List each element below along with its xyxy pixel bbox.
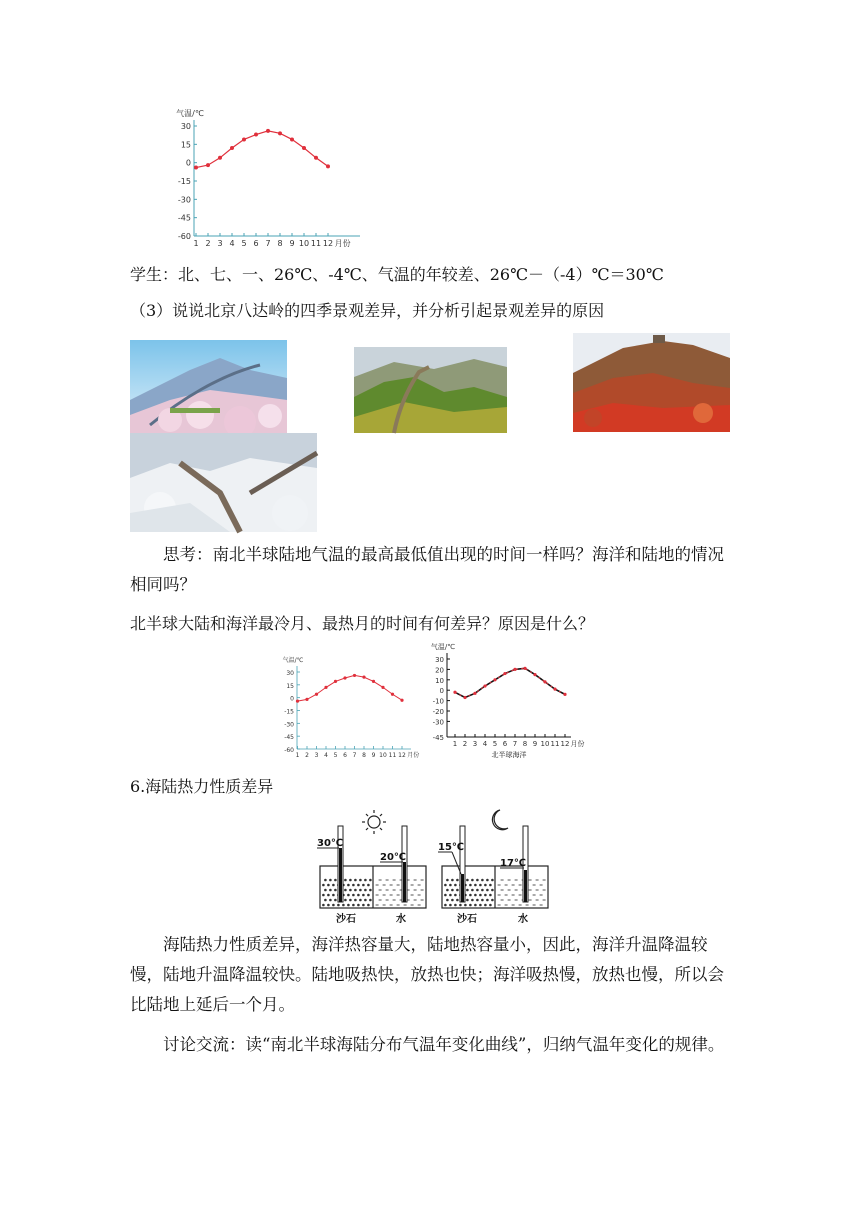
x-tick-label: 5 xyxy=(333,752,338,759)
sand-grain xyxy=(466,889,469,892)
sand-grain xyxy=(369,879,372,882)
data-point xyxy=(453,691,456,694)
question-cold-hot-month: 北半球大陆和海洋最冷月、最热月的时间有何差异？原因是什么？ xyxy=(130,614,595,633)
sand-grain xyxy=(332,904,335,907)
y-tick-label: -60 xyxy=(284,747,294,754)
sand-grain xyxy=(444,884,447,887)
explanation-text: 海陆热力性质差异，海洋热容量大，陆地热容量小，因此，海洋升温降温较慢，陆地升温降温较快。陆地吸热快，放热也快；海洋吸热慢，放热也慢，所以会比陆地上延后一个月。 xyxy=(130,935,724,1014)
sand-grain xyxy=(469,884,472,887)
x-tick-label: 5 xyxy=(492,740,498,748)
y-tick-label: -30 xyxy=(432,718,444,727)
night-water-temp: 17℃ xyxy=(500,858,527,869)
sand-grain xyxy=(479,884,482,887)
sand-grain xyxy=(327,894,330,897)
sand-grain xyxy=(367,904,370,907)
day-sand-temp: 30℃ xyxy=(317,838,344,849)
data-point xyxy=(296,699,299,702)
y-tick-label: -15 xyxy=(284,708,294,716)
x-tick-label: 3 xyxy=(314,752,319,759)
sand-grain xyxy=(491,899,494,902)
autumn-photo xyxy=(573,333,730,432)
sand-grain xyxy=(322,904,325,907)
data-point xyxy=(362,676,365,679)
sand-grain xyxy=(359,899,362,902)
sand-grain xyxy=(484,904,487,907)
data-point xyxy=(206,163,210,167)
x-tick-label: 6 xyxy=(502,740,508,748)
data-point xyxy=(463,696,466,699)
sand-grain xyxy=(347,904,350,907)
sand-grain xyxy=(481,889,484,892)
data-point xyxy=(523,667,526,670)
y-axis-label: 气温/℃ xyxy=(430,643,456,651)
data-point xyxy=(543,680,546,683)
data-point xyxy=(266,129,270,133)
sand-grain xyxy=(354,879,357,882)
sand-grain xyxy=(332,894,335,897)
x-tick-label: 11 xyxy=(388,752,397,759)
y-tick-label: -45 xyxy=(284,734,294,742)
spring-photo xyxy=(130,340,287,433)
sand-grain xyxy=(449,884,452,887)
data-point xyxy=(315,693,318,696)
sand-grain xyxy=(474,894,477,897)
y-axis-label: 气温/℃ xyxy=(176,109,204,118)
x-tick-label: 7 xyxy=(512,740,518,748)
sand-grain xyxy=(446,899,449,902)
sand-grain xyxy=(334,889,337,892)
sand-grain xyxy=(352,904,355,907)
data-point xyxy=(563,693,566,696)
x-tick-label: 9 xyxy=(532,740,538,748)
x-axis-label: 月份 xyxy=(570,740,585,748)
y-tick-label: -30 xyxy=(177,195,191,205)
sand-grain xyxy=(491,889,494,892)
day-water-label: 水 xyxy=(396,914,406,925)
y-tick-label: 15 xyxy=(180,140,191,150)
sand-grain xyxy=(327,884,330,887)
x-tick-label: 10 xyxy=(540,740,550,748)
sand-grain xyxy=(329,879,332,882)
sand-grain xyxy=(324,889,327,892)
sand-grain xyxy=(359,889,362,892)
sand-grain xyxy=(334,879,337,882)
sea-land-heat-experiment xyxy=(312,804,554,924)
section-6-title: 6.海陆热力性质差异 xyxy=(130,777,274,796)
data-point xyxy=(400,699,403,702)
y-tick-label: -45 xyxy=(432,734,444,742)
data-point xyxy=(513,668,516,671)
x-tick-label: 6 xyxy=(343,752,347,759)
ocean-temperature-chart xyxy=(421,643,585,761)
sand-grain xyxy=(329,889,332,892)
sand-grain xyxy=(454,884,457,887)
sand-grain xyxy=(486,899,489,902)
sand-grain xyxy=(444,904,447,907)
question-3: （3）说说北京八达岭的四季景观差异，并分析引起景观差异的原因 xyxy=(130,301,605,320)
think-text: 思考：南北半球陆地气温的最高最低值出现的时间一样吗？海洋和陆地的情况相同吗？ xyxy=(130,545,724,594)
y-tick-label: 30 xyxy=(180,122,191,131)
sand-grain xyxy=(344,879,347,882)
sand-grain xyxy=(322,894,325,897)
discussion-text: 讨论交流：读“南北半球海陆分布气温年变化曲线”，归纳气温年变化的规律。 xyxy=(163,1035,725,1054)
y-tick-label: 10 xyxy=(435,676,444,685)
x-tick-label: 8 xyxy=(522,740,528,748)
x-tick-label: 4 xyxy=(482,740,488,748)
sand-grain xyxy=(344,899,347,902)
sand-grain xyxy=(486,889,489,892)
x-tick-label: 12 xyxy=(398,752,406,759)
sand-grain xyxy=(454,904,457,907)
x-tick-label: 11 xyxy=(550,740,560,748)
data-point xyxy=(254,133,258,137)
x-tick-label: 7 xyxy=(265,239,271,248)
data-point xyxy=(381,686,384,689)
data-point xyxy=(353,674,356,677)
sand-grain xyxy=(471,899,474,902)
sand-grain xyxy=(364,879,367,882)
x-tick-label: 2 xyxy=(205,239,211,248)
x-tick-label: 11 xyxy=(310,239,322,248)
x-tick-label: 12 xyxy=(560,740,570,748)
x-tick-label: 10 xyxy=(298,239,310,248)
data-point xyxy=(553,688,556,691)
data-point xyxy=(334,680,337,683)
sand-grain xyxy=(491,879,494,882)
sand-grain xyxy=(354,899,357,902)
sand-grain xyxy=(357,894,360,897)
y-tick-label: -45 xyxy=(177,213,191,223)
sand-grain xyxy=(466,899,469,902)
sand-grain xyxy=(489,904,492,907)
sand-grain xyxy=(337,904,340,907)
data-point xyxy=(493,678,496,681)
sand-grain xyxy=(464,904,467,907)
sand-grain xyxy=(471,889,474,892)
sand-grain xyxy=(349,889,352,892)
x-tick-label: 8 xyxy=(362,752,366,759)
data-point xyxy=(305,698,308,701)
sand-grain xyxy=(479,904,482,907)
y-tick-label: -10 xyxy=(432,697,444,706)
sand-grain xyxy=(352,884,355,887)
sand-grain xyxy=(359,879,362,882)
sand-grain xyxy=(352,894,355,897)
night-sand-label: 沙石 xyxy=(457,914,477,925)
sand-grain xyxy=(446,879,449,882)
sand-grain xyxy=(469,894,472,897)
y-tick-label: 0 xyxy=(185,158,191,168)
sand-grain xyxy=(489,884,492,887)
y-tick-label: -20 xyxy=(432,708,444,716)
sand-grain xyxy=(476,899,479,902)
y-tick-label: 15 xyxy=(286,682,294,690)
sand-grain xyxy=(324,879,327,882)
x-axis-label: 月份 xyxy=(334,239,351,248)
sand-grain xyxy=(479,894,482,897)
sand-grain xyxy=(444,894,447,897)
sand-grain xyxy=(347,884,350,887)
x-tick-label: 12 xyxy=(322,239,334,248)
sand-grain xyxy=(481,879,484,882)
data-point xyxy=(343,676,346,679)
summer-photo xyxy=(354,347,507,433)
data-point xyxy=(194,166,198,170)
x-tick-label: 8 xyxy=(277,239,283,248)
winter-photo xyxy=(130,433,317,532)
series-line xyxy=(455,668,565,697)
sand-grain xyxy=(334,899,337,902)
data-point xyxy=(391,693,394,696)
land-temperature-chart-2 xyxy=(279,656,420,759)
sand-grain xyxy=(466,879,469,882)
sand-grain xyxy=(451,899,454,902)
chart-caption: 北半球海洋 xyxy=(491,751,527,759)
sand-grain xyxy=(471,879,474,882)
y-tick-label: -15 xyxy=(177,177,191,186)
x-axis-label: 月份 xyxy=(407,752,420,759)
sand-grain xyxy=(362,884,365,887)
sand-grain xyxy=(446,889,449,892)
sand-grain xyxy=(367,884,370,887)
day-water-temp: 20℃ xyxy=(380,852,407,863)
land-temperature-chart-1 xyxy=(160,104,370,254)
think-paragraph xyxy=(130,540,736,600)
sand-grain xyxy=(332,884,335,887)
data-point xyxy=(230,146,234,150)
sand-grain xyxy=(456,889,459,892)
sand-grain xyxy=(369,889,372,892)
sand-grain xyxy=(469,904,472,907)
discussion-paragraph xyxy=(130,1030,736,1060)
sand-grain xyxy=(357,904,360,907)
data-point xyxy=(314,156,318,160)
x-tick-label: 1 xyxy=(193,239,199,248)
x-tick-label: 6 xyxy=(253,239,259,248)
x-tick-label: 2 xyxy=(462,740,468,748)
y-tick-label: 30 xyxy=(435,656,444,664)
x-tick-label: 9 xyxy=(289,239,295,248)
night-water-label: 水 xyxy=(518,914,528,925)
y-tick-label: 0 xyxy=(439,687,444,696)
x-tick-label: 10 xyxy=(379,752,387,759)
sand-grain xyxy=(451,889,454,892)
sand-grain xyxy=(342,904,345,907)
y-tick-label: 0 xyxy=(290,695,294,703)
x-tick-label: 1 xyxy=(452,740,458,748)
data-point xyxy=(533,673,536,676)
data-point xyxy=(290,137,294,141)
y-tick-label: 30 xyxy=(286,670,294,677)
sand-grain xyxy=(474,884,477,887)
sand-grain xyxy=(454,894,457,897)
x-tick-label: 2 xyxy=(305,752,309,759)
x-tick-label: 9 xyxy=(371,752,376,759)
sand-grain xyxy=(476,889,479,892)
sand-grain xyxy=(327,904,330,907)
sand-grain xyxy=(364,889,367,892)
sand-grain xyxy=(362,904,365,907)
sand-grain xyxy=(322,884,325,887)
sand-grain xyxy=(357,884,360,887)
sand-grain xyxy=(349,899,352,902)
data-point xyxy=(302,146,306,150)
sand-grain xyxy=(476,879,479,882)
day-sand-label: 沙石 xyxy=(336,914,356,925)
data-point xyxy=(503,672,506,675)
sand-grain xyxy=(324,899,327,902)
student-answer: 学生：北、七、一、26℃、-4℃、气温的年较差、26℃－（-4）℃＝30℃ xyxy=(130,265,664,284)
sand-grain xyxy=(456,899,459,902)
sand-grain xyxy=(344,889,347,892)
data-point xyxy=(218,156,222,160)
sand-grain xyxy=(484,884,487,887)
moon-icon xyxy=(492,810,508,830)
x-tick-label: 3 xyxy=(472,740,478,748)
sand-grain xyxy=(484,894,487,897)
x-tick-label: 4 xyxy=(324,752,328,759)
data-point xyxy=(278,131,282,135)
x-tick-label: 3 xyxy=(217,239,223,248)
data-point xyxy=(372,680,375,683)
sand-grain xyxy=(349,879,352,882)
sand-grain xyxy=(449,894,452,897)
y-tick-label: 20 xyxy=(435,666,444,675)
sand-grain xyxy=(456,879,459,882)
x-tick-label: 1 xyxy=(295,752,300,759)
sand-grain xyxy=(486,879,489,882)
sand-grain xyxy=(329,899,332,902)
sun-icon xyxy=(362,810,386,834)
y-tick-label: -30 xyxy=(284,721,294,729)
sand-grain xyxy=(362,894,365,897)
y-tick-label: -60 xyxy=(177,232,191,241)
night-sand-temp: 15℃ xyxy=(438,842,465,853)
series-line xyxy=(196,131,328,168)
sand-grain xyxy=(459,904,462,907)
series-line xyxy=(298,675,403,701)
sand-grain xyxy=(489,894,492,897)
sand-grain xyxy=(354,889,357,892)
data-point xyxy=(326,164,330,168)
sand-grain xyxy=(449,904,452,907)
sand-grain xyxy=(367,894,370,897)
x-tick-label: 7 xyxy=(352,752,357,759)
sand-grain xyxy=(364,899,367,902)
data-point xyxy=(324,686,327,689)
x-tick-label: 5 xyxy=(241,239,247,248)
sand-grain xyxy=(474,904,477,907)
data-point xyxy=(242,137,246,141)
explanation-paragraph xyxy=(130,930,736,1020)
sand-grain xyxy=(369,899,372,902)
series-overlay-line xyxy=(455,668,565,697)
y-axis-label: 气温/℃ xyxy=(282,657,304,664)
data-point xyxy=(483,684,486,687)
sand-grain xyxy=(347,894,350,897)
data-point xyxy=(473,692,476,695)
sand-grain xyxy=(481,899,484,902)
x-tick-label: 4 xyxy=(229,239,235,248)
sand-grain xyxy=(451,879,454,882)
